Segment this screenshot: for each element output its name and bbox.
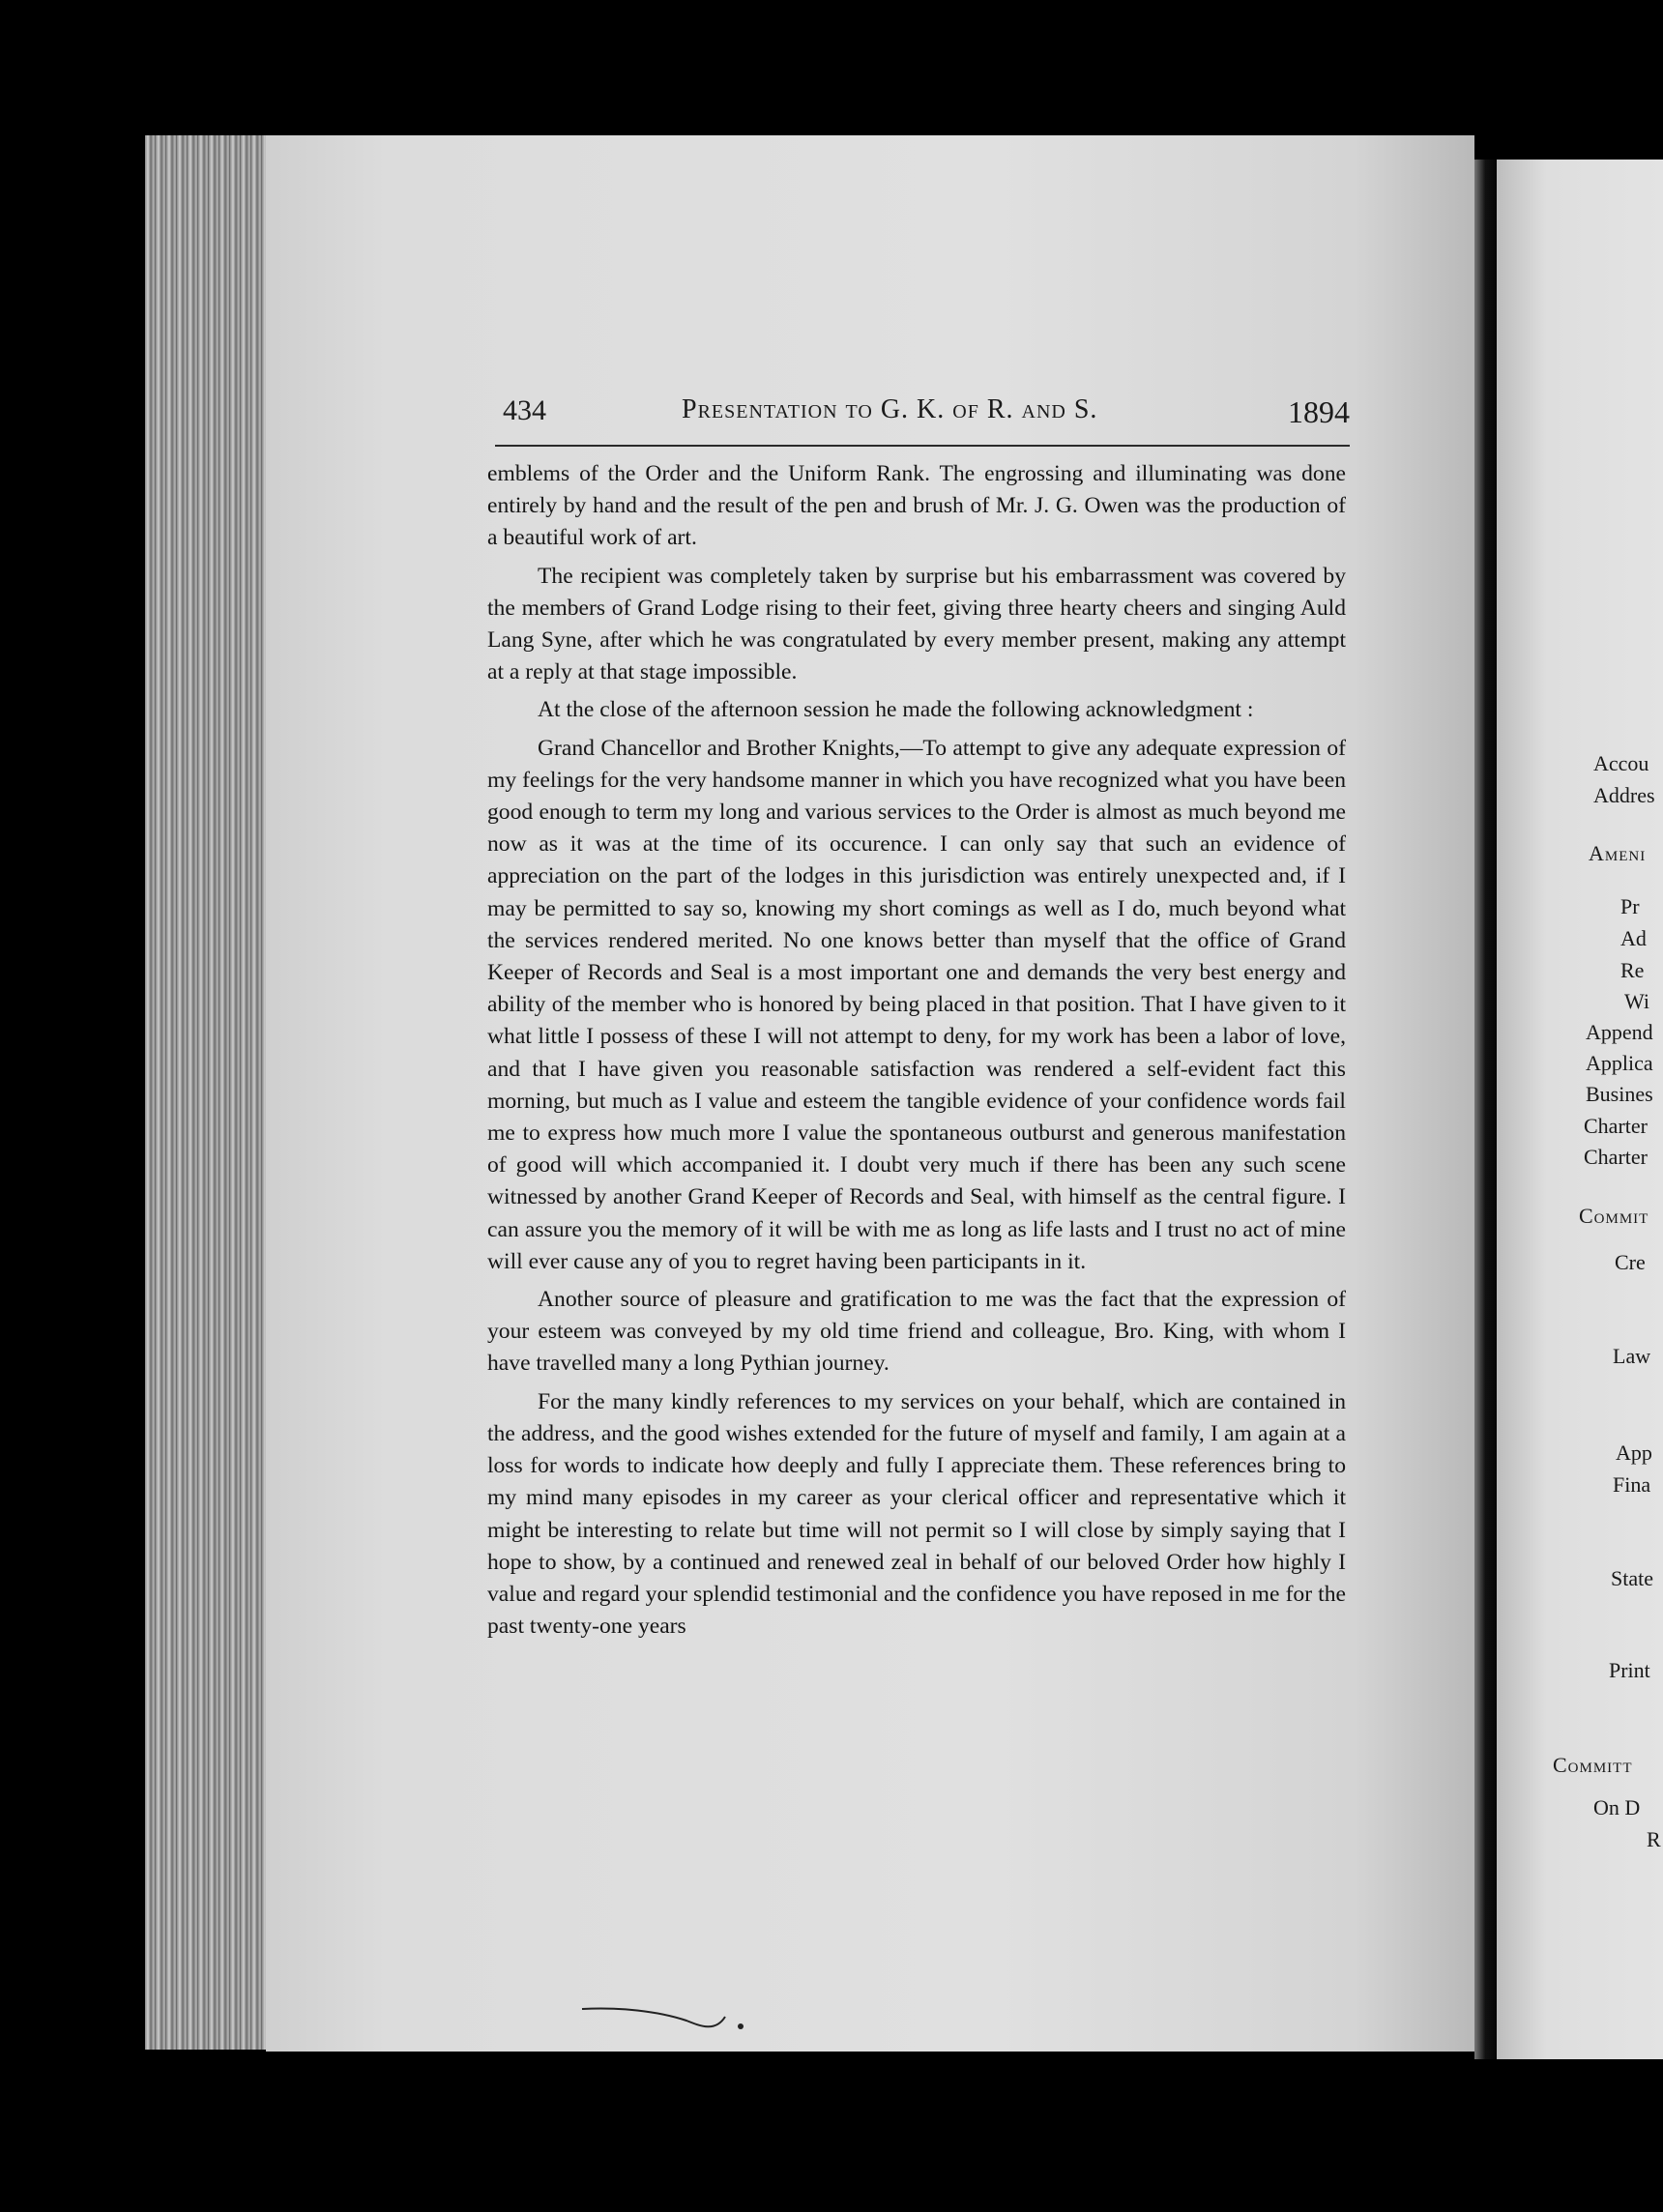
index-fragment: Ad bbox=[1620, 926, 1647, 950]
index-fragment: State bbox=[1611, 1566, 1653, 1590]
pen-mark bbox=[580, 1999, 744, 2038]
index-fragment: On D bbox=[1593, 1795, 1641, 1819]
paragraph-1: emblems of the Order and the Uniform Rank. The engrossing and illuminating was done entirely by hand and the result of the pen and brush of Mr. J. G. Owen was the production of a beautiful work of art. bbox=[487, 461, 1346, 551]
index-fragment: App bbox=[1616, 1441, 1652, 1465]
paragraph-4: Grand Chancellor and Brother Knights,—To attempt to give any adequate expression of my feelings for the very handsome manner in which you have recognized what you have been good enough to term my long and various services to the Order is almost as much beyond me now as it was at the time of its occurence. I can only say that such an evidence of appreciation on the part of the lodges in this jurisdiction was entirely unexpected and, if I may be permitted to say so, knowing my short comings as well as I do, much beyond what the services rendered merited. No one knows better than myself that the office of Grand Keeper of Records and Seal is a most important one and demands the very best energy and ability of the member who is honored by being placed in that position. That I have given to it what little I possess of these I will not attempt to deny, for my work has been a labor of love, and that I have given you reasonable satisfaction was rendered a self-evident fact this morning, but much as I value and esteem the tangible evidence of your confidence words fail me to express how much more I value the spontaneous outburst and generous manifestation of good will which accompanied it. I doubt very much if there has been any such scene witnessed by another Grand Keeper of Records and Seal, with himself as the central figure. I can assure you the memory of it will be with me as long as life lasts and I trust no act of mine will ever cause any of you to regret having been participants in it. bbox=[487, 735, 1346, 1274]
paragraph-2: The recipient was completely taken by surprise but his embarrassment was covered by the members of Grand Lodge rising to their feet, giving three hearty cheers and singing Auld Lang Syne, after which he was congratulated by every member present, making any attempt at a reply at that stage impossible. bbox=[487, 563, 1346, 685]
index-fragment: Committ bbox=[1553, 1753, 1633, 1777]
facing-page bbox=[1497, 160, 1663, 2059]
body-text bbox=[487, 458, 1346, 1648]
index-fragment: Fina bbox=[1613, 1472, 1651, 1497]
index-fragment: Applica bbox=[1586, 1051, 1653, 1075]
header-rule bbox=[495, 445, 1350, 447]
paragraph-3: At the close of the afternoon session he made the following acknowledgment : bbox=[538, 697, 1254, 723]
index-fragment: Law bbox=[1613, 1344, 1651, 1368]
index-fragment: Busines bbox=[1586, 1082, 1653, 1106]
running-title: Presentation to G. K. of R. and S. bbox=[682, 394, 1098, 424]
page-number: 434 bbox=[503, 394, 546, 426]
facing-page-index bbox=[1497, 160, 1663, 2059]
page-header bbox=[503, 394, 1350, 433]
index-fragment: Wi bbox=[1624, 989, 1649, 1013]
index-fragment: Addres bbox=[1593, 783, 1655, 807]
index-fragment: Ameni bbox=[1589, 841, 1647, 865]
header-year: 1894 bbox=[1288, 394, 1350, 429]
paragraph-5: Another source of pleasure and gratification to me was the fact that the expression of your esteem was conveyed by my old time friend and colleague, Bro. King, with whom I have travelled many a long Pythian journey. bbox=[487, 1287, 1346, 1377]
paragraph-6: For the many kindly references to my services on your behalf, which are contained in the address, and the good wishes extended for the future of myself and family, I am again at a loss for words to indicate how deeply and fully I appreciate them. These references bring to my mind many episodes in my career as your clerical officer and representative which it might be interesting to relate but time will not permit so I will close by simply saying that I hope to show, by a continued and renewed zeal in behalf of our beloved Order how highly I value and regard your splendid testimonial and the confidence you have reposed in me for the past twenty-one years bbox=[487, 1388, 1346, 1640]
index-fragment: Accou bbox=[1593, 751, 1649, 775]
index-fragment: Charter bbox=[1584, 1114, 1648, 1138]
index-fragment: Charter bbox=[1584, 1145, 1648, 1169]
index-fragment: Pr bbox=[1620, 894, 1640, 918]
index-fragment: Append bbox=[1586, 1020, 1653, 1044]
index-fragment: Commit bbox=[1579, 1204, 1649, 1228]
book-page-edges bbox=[145, 135, 271, 2050]
index-fragment: R bbox=[1647, 1827, 1661, 1851]
index-fragment: Print bbox=[1609, 1658, 1650, 1682]
index-fragment: Cre bbox=[1615, 1250, 1646, 1274]
index-fragment: Re bbox=[1620, 958, 1645, 982]
